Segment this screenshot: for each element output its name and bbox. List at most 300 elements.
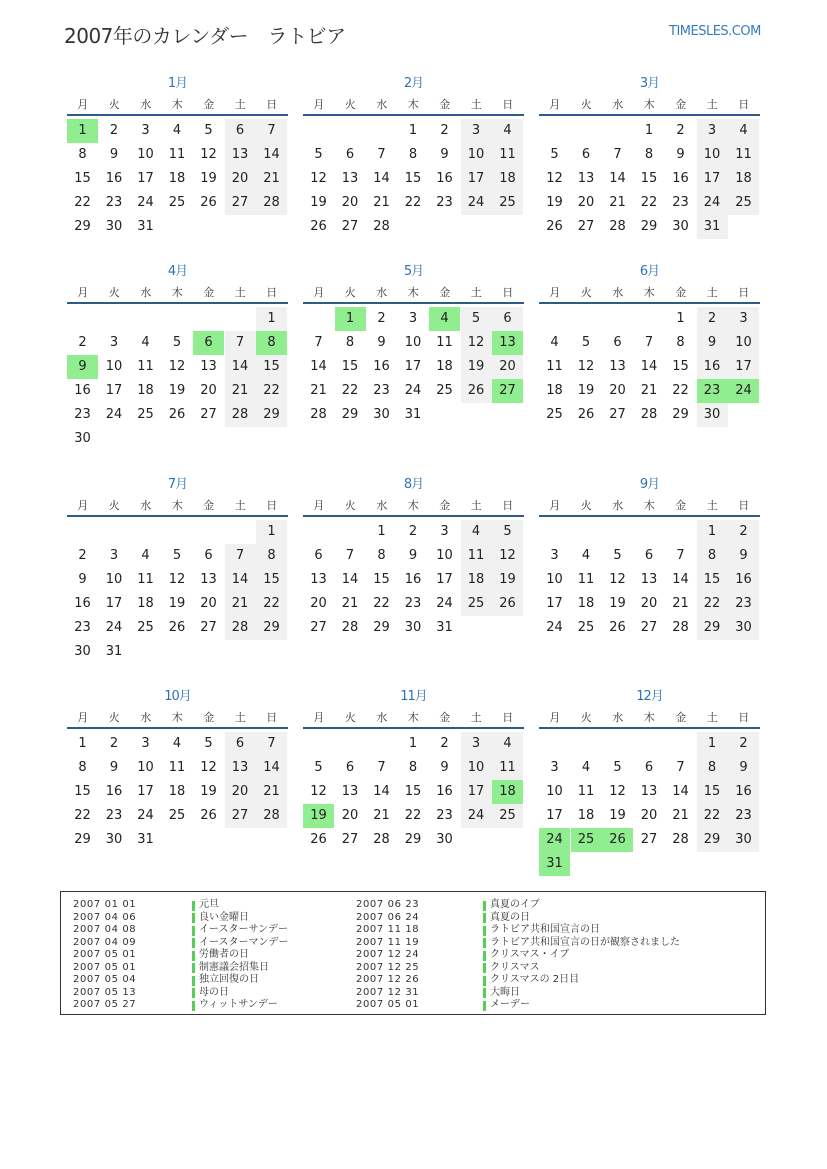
day-cell: 31 <box>105 644 123 659</box>
day-cell: 10 <box>404 335 422 350</box>
weekday-header: 土 <box>706 286 718 299</box>
day-cell: 11 <box>577 572 595 587</box>
holiday-marker <box>192 976 195 986</box>
weekday-header: 木 <box>643 286 655 299</box>
day-cell: 21 <box>609 195 626 210</box>
weekday-header: 日 <box>502 286 514 299</box>
day-cell: 6 <box>644 760 654 775</box>
weekday-header: 金 <box>203 286 215 299</box>
day-cell: 11 <box>461 544 492 568</box>
holiday-marker <box>192 901 195 911</box>
day-cell: 3 <box>440 524 449 539</box>
day-cell: 28 <box>225 403 256 427</box>
day-cell: 19 <box>609 596 626 611</box>
day-cell: 19 <box>546 195 563 210</box>
day-cell: 17 <box>546 596 563 611</box>
day-cell: 7 <box>225 331 256 355</box>
day-cell: 13 <box>310 572 327 587</box>
day-cell: 23 <box>436 195 453 210</box>
day-cell: 7 <box>613 147 622 162</box>
day-cell: 27 <box>577 219 595 234</box>
day-cell: 3 <box>109 335 119 350</box>
day-cell: 30 <box>672 219 689 234</box>
day-cell: 4 <box>461 520 492 544</box>
day-cell: 27 <box>640 832 658 847</box>
day-cell: 1 <box>78 736 87 751</box>
day-cell: 25 <box>137 620 154 635</box>
holiday-day-cell: 31 <box>539 852 570 876</box>
day-cell: 17 <box>137 171 154 186</box>
month-title: 7月 <box>167 477 188 492</box>
holiday-name: ラトビア共和国宣言の日が観察されました <box>490 936 680 948</box>
day-cell: 16 <box>697 355 728 379</box>
day-cell: 1 <box>408 123 418 138</box>
day-cell: 4 <box>492 119 523 143</box>
weekday-header: 金 <box>675 98 687 111</box>
day-cell: 16 <box>74 596 91 611</box>
day-cell: 20 <box>609 383 626 398</box>
day-cell: 24 <box>137 195 154 210</box>
holiday-date: 2007 12 24 <box>356 949 420 960</box>
holiday-name: ウィットサンデー <box>199 999 278 1010</box>
month-title: 3月 <box>639 76 660 91</box>
weekday-header: 火 <box>108 499 120 512</box>
day-cell: 20 <box>225 780 256 804</box>
day-cell: 16 <box>728 780 759 804</box>
day-cell: 26 <box>310 219 327 234</box>
day-cell: 13 <box>609 359 626 374</box>
day-cell: 22 <box>640 195 658 210</box>
day-cell: 1 <box>256 520 287 544</box>
holiday-name: 元旦 <box>199 899 219 910</box>
day-cell: 24 <box>436 596 453 611</box>
weekday-header: 火 <box>580 711 592 724</box>
day-cell: 22 <box>672 383 689 398</box>
day-cell: 4 <box>728 119 759 143</box>
day-cell: 22 <box>404 195 422 210</box>
day-cell: 27 <box>341 832 359 847</box>
month-title: 11月 <box>400 689 427 704</box>
day-cell: 18 <box>168 171 186 186</box>
day-cell: 24 <box>105 620 123 635</box>
day-cell: 21 <box>256 780 287 804</box>
day-cell: 7 <box>256 119 287 143</box>
weekday-header: 月 <box>313 98 325 111</box>
holiday-marker <box>483 976 486 986</box>
holiday-name: メーデー <box>490 999 530 1010</box>
weekday-header: 金 <box>203 711 215 724</box>
holiday-date: 2007 05 13 <box>73 986 137 998</box>
day-cell: 21 <box>341 596 359 611</box>
day-cell: 30 <box>404 620 422 635</box>
day-cell: 29 <box>341 407 359 422</box>
day-cell: 8 <box>644 147 654 162</box>
day-cell: 12 <box>609 572 626 587</box>
weekday-header: 日 <box>502 98 514 111</box>
holiday-day-cell: 24 <box>728 379 759 403</box>
month-rule <box>539 515 760 517</box>
day-cell: 30 <box>436 832 453 847</box>
day-cell: 6 <box>492 307 523 331</box>
day-cell: 2 <box>440 736 449 751</box>
day-cell: 1 <box>697 732 728 756</box>
weekday-header: 水 <box>376 711 388 724</box>
day-cell: 7 <box>256 732 287 756</box>
day-cell: 20 <box>200 596 217 611</box>
day-cell: 30 <box>728 616 759 640</box>
day-cell: 14 <box>373 784 390 799</box>
holiday-day-cell: 8 <box>256 331 287 355</box>
day-cell: 10 <box>105 572 123 587</box>
holiday-name: 独立回復の日 <box>199 974 259 985</box>
day-cell: 21 <box>225 592 256 616</box>
holiday-date: 2007 11 18 <box>356 924 420 935</box>
holiday-marker <box>483 938 486 948</box>
holiday-date: 2007 12 26 <box>356 974 420 985</box>
holiday-date: 2007 05 27 <box>73 999 137 1010</box>
day-cell: 9 <box>440 147 449 162</box>
day-cell: 11 <box>577 784 595 799</box>
day-cell: 16 <box>373 359 390 374</box>
weekday-header: 水 <box>140 499 152 512</box>
weekday-header: 火 <box>108 286 120 299</box>
day-cell: 26 <box>577 407 595 422</box>
day-cell: 31 <box>404 407 422 422</box>
day-cell: 9 <box>78 572 87 587</box>
day-cell: 2 <box>728 520 759 544</box>
day-cell: 9 <box>697 331 728 355</box>
holiday-date: 2007 05 01 <box>73 949 137 960</box>
day-cell: 10 <box>697 143 728 167</box>
holiday-name: クリスマスの 2日目 <box>490 974 580 985</box>
day-cell: 2 <box>377 311 386 326</box>
weekday-header: 金 <box>439 98 451 111</box>
day-cell: 23 <box>404 596 422 611</box>
day-cell: 4 <box>492 732 523 756</box>
day-cell: 8 <box>676 335 685 350</box>
holiday-day-cell: 25 <box>571 828 602 852</box>
holiday-marker <box>192 1001 195 1011</box>
day-cell: 15 <box>256 355 287 379</box>
holiday-day-cell: 24 <box>539 828 570 852</box>
month-rule <box>539 727 760 729</box>
weekday-header: 日 <box>738 286 750 299</box>
holiday-date: 2007 04 09 <box>73 936 137 948</box>
holiday-name: 良い金曜日 <box>199 911 249 923</box>
day-cell: 29 <box>404 832 422 847</box>
holiday-marker <box>192 926 195 936</box>
holiday-name: 制憲議会招集日 <box>199 961 269 973</box>
day-cell: 13 <box>200 572 217 587</box>
weekday-header: 火 <box>344 286 356 299</box>
day-cell: 5 <box>204 736 213 751</box>
day-cell: 11 <box>492 143 523 167</box>
holiday-marker <box>192 938 195 948</box>
day-cell: 17 <box>461 780 492 804</box>
day-cell: 7 <box>377 147 386 162</box>
day-cell: 16 <box>105 171 123 186</box>
day-cell: 26 <box>200 808 217 823</box>
day-cell: 6 <box>204 548 213 563</box>
month-title: 10月 <box>164 689 191 704</box>
day-cell: 18 <box>546 383 563 398</box>
day-cell: 25 <box>492 191 523 215</box>
day-cell: 14 <box>672 572 689 587</box>
day-cell: 17 <box>105 596 123 611</box>
month-title: 4月 <box>167 264 188 279</box>
day-cell: 22 <box>404 808 422 823</box>
weekday-header: 水 <box>140 286 152 299</box>
day-cell: 28 <box>310 407 327 422</box>
day-cell: 26 <box>461 379 492 403</box>
holiday-date: 2007 04 08 <box>73 924 137 935</box>
month-rule <box>303 114 524 116</box>
day-cell: 7 <box>345 548 355 563</box>
weekday-header: 木 <box>171 711 183 724</box>
day-cell: 25 <box>137 407 154 422</box>
day-cell: 6 <box>225 732 256 756</box>
day-cell: 14 <box>225 355 256 379</box>
day-cell: 8 <box>345 335 355 350</box>
day-cell: 16 <box>105 784 123 799</box>
day-cell: 25 <box>728 191 759 215</box>
weekday-header: 水 <box>140 711 152 724</box>
day-cell: 22 <box>256 379 287 403</box>
day-cell: 5 <box>172 548 182 563</box>
day-cell: 18 <box>728 167 759 191</box>
day-cell: 14 <box>225 568 256 592</box>
holiday-list <box>60 891 766 1015</box>
day-cell: 23 <box>105 195 123 210</box>
day-cell: 29 <box>697 828 728 852</box>
day-cell: 30 <box>74 644 91 659</box>
day-cell: 25 <box>168 808 186 823</box>
day-cell: 7 <box>644 335 654 350</box>
weekday-header: 金 <box>203 499 215 512</box>
day-cell: 21 <box>672 808 689 823</box>
day-cell: 18 <box>137 383 154 398</box>
day-cell: 27 <box>640 620 658 635</box>
weekday-header: 金 <box>203 98 215 111</box>
day-cell: 22 <box>373 596 390 611</box>
month-title: 6月 <box>639 264 660 279</box>
day-cell: 1 <box>377 524 386 539</box>
day-cell: 5 <box>492 520 523 544</box>
weekday-header: 月 <box>313 711 325 724</box>
weekday-header: 水 <box>612 286 624 299</box>
day-cell: 30 <box>373 407 390 422</box>
day-cell: 16 <box>436 171 453 186</box>
day-cell: 13 <box>640 572 658 587</box>
month-rule <box>303 727 524 729</box>
day-cell: 5 <box>461 307 492 331</box>
day-cell: 29 <box>697 616 728 640</box>
day-cell: 22 <box>256 592 287 616</box>
day-cell: 13 <box>225 143 256 167</box>
weekday-header: 金 <box>439 499 451 512</box>
day-cell: 30 <box>74 431 91 446</box>
holiday-date: 2007 04 06 <box>73 911 137 923</box>
day-cell: 19 <box>461 355 492 379</box>
day-cell: 10 <box>137 147 154 162</box>
day-cell: 3 <box>141 123 150 138</box>
weekday-header: 土 <box>706 98 718 111</box>
month-title: 5月 <box>403 264 424 279</box>
day-cell: 24 <box>137 808 154 823</box>
holiday-date: 2007 12 31 <box>356 986 420 998</box>
day-cell: 31 <box>137 832 154 847</box>
day-cell: 9 <box>377 335 386 350</box>
day-cell: 5 <box>550 147 559 162</box>
weekday-header: 月 <box>77 499 89 512</box>
day-cell: 22 <box>74 195 91 210</box>
day-cell: 12 <box>546 171 563 186</box>
day-cell: 25 <box>461 592 492 616</box>
weekday-header: 金 <box>675 711 687 724</box>
day-cell: 29 <box>672 407 689 422</box>
holiday-name: 真夏の日 <box>490 911 530 923</box>
day-cell: 11 <box>728 143 759 167</box>
weekday-header: 月 <box>549 286 561 299</box>
day-cell: 14 <box>373 171 390 186</box>
day-cell: 15 <box>404 784 422 799</box>
day-cell: 15 <box>341 359 359 374</box>
month-title: 1月 <box>167 76 188 91</box>
holiday-name: 母の日 <box>199 986 229 998</box>
day-cell: 18 <box>137 596 154 611</box>
weekday-header: 木 <box>171 286 183 299</box>
day-cell: 13 <box>225 756 256 780</box>
day-cell: 10 <box>436 548 453 563</box>
day-cell: 20 <box>577 195 595 210</box>
day-cell: 14 <box>341 572 359 587</box>
day-cell: 3 <box>728 307 759 331</box>
day-cell: 18 <box>168 784 186 799</box>
day-cell: 27 <box>310 620 327 635</box>
holiday-name: 真夏のイブ <box>490 899 540 910</box>
holiday-name: クリスマス・イブ <box>490 949 570 960</box>
day-cell: 8 <box>377 548 386 563</box>
day-cell: 28 <box>672 620 689 635</box>
day-cell: 28 <box>341 620 359 635</box>
day-cell: 24 <box>105 407 123 422</box>
month-rule <box>67 114 288 116</box>
day-cell: 17 <box>546 808 563 823</box>
day-cell: 11 <box>546 359 563 374</box>
day-cell: 21 <box>373 808 390 823</box>
day-cell: 28 <box>640 407 658 422</box>
day-cell: 16 <box>74 383 91 398</box>
day-cell: 25 <box>577 620 595 635</box>
day-cell: 13 <box>200 359 217 374</box>
day-cell: 3 <box>550 548 559 563</box>
weekday-header: 月 <box>77 286 89 299</box>
weekday-header: 金 <box>439 711 451 724</box>
day-cell: 10 <box>461 756 492 780</box>
day-cell: 3 <box>408 311 418 326</box>
month-title: 9月 <box>639 477 660 492</box>
day-cell: 17 <box>461 167 492 191</box>
day-cell: 15 <box>672 359 689 374</box>
day-cell: 11 <box>137 359 154 374</box>
day-cell: 19 <box>200 171 217 186</box>
holiday-marker <box>483 913 486 923</box>
day-cell: 12 <box>200 760 217 775</box>
day-cell: 27 <box>200 620 217 635</box>
day-cell: 27 <box>225 804 256 828</box>
day-cell: 5 <box>172 335 182 350</box>
day-cell: 10 <box>137 760 154 775</box>
day-cell: 30 <box>105 219 123 234</box>
day-cell: 21 <box>225 379 256 403</box>
day-cell: 23 <box>672 195 689 210</box>
day-cell: 4 <box>581 548 591 563</box>
day-cell: 31 <box>697 215 728 239</box>
day-cell: 28 <box>256 191 287 215</box>
day-cell: 7 <box>225 544 256 568</box>
holiday-day-cell: 23 <box>697 379 728 403</box>
holiday-date: 2007 11 19 <box>356 936 420 948</box>
day-cell: 5 <box>581 335 591 350</box>
holiday-marker <box>483 901 486 911</box>
day-cell: 6 <box>314 548 323 563</box>
day-cell: 6 <box>581 147 591 162</box>
day-cell: 21 <box>640 383 658 398</box>
day-cell: 30 <box>728 828 759 852</box>
weekday-header: 火 <box>580 286 592 299</box>
month-rule <box>539 302 760 304</box>
day-cell: 17 <box>728 355 759 379</box>
day-cell: 21 <box>310 383 327 398</box>
weekday-header: 日 <box>502 711 514 724</box>
day-cell: 14 <box>256 756 287 780</box>
day-cell: 29 <box>74 832 91 847</box>
day-cell: 20 <box>640 808 658 823</box>
weekday-header: 木 <box>407 286 419 299</box>
day-cell: 7 <box>676 548 685 563</box>
day-cell: 12 <box>461 331 492 355</box>
weekday-header: 木 <box>643 499 655 512</box>
day-cell: 19 <box>168 596 186 611</box>
month-rule <box>67 302 288 304</box>
holiday-date: 2007 12 25 <box>356 961 420 973</box>
day-cell: 28 <box>256 804 287 828</box>
day-cell: 30 <box>697 403 728 427</box>
holiday-day-cell: 9 <box>67 355 98 379</box>
day-cell: 18 <box>577 808 595 823</box>
holiday-date: 2007 01 01 <box>73 899 137 910</box>
day-cell: 31 <box>137 219 154 234</box>
day-cell: 1 <box>408 736 418 751</box>
weekday-header: 土 <box>234 98 246 111</box>
weekday-header: 土 <box>234 499 246 512</box>
day-cell: 11 <box>168 147 186 162</box>
day-cell: 4 <box>581 760 591 775</box>
day-cell: 11 <box>492 756 523 780</box>
day-cell: 8 <box>408 147 418 162</box>
day-cell: 18 <box>461 568 492 592</box>
day-cell: 24 <box>461 191 492 215</box>
weekday-header: 日 <box>266 286 278 299</box>
day-cell: 17 <box>137 784 154 799</box>
holiday-date: 2007 06 23 <box>356 899 420 910</box>
day-cell: 7 <box>314 335 323 350</box>
day-cell: 5 <box>314 760 323 775</box>
weekday-header: 火 <box>108 98 120 111</box>
day-cell: 15 <box>373 572 390 587</box>
day-cell: 28 <box>373 832 390 847</box>
site-brand[interactable]: TIMESLES.COM <box>669 24 761 39</box>
